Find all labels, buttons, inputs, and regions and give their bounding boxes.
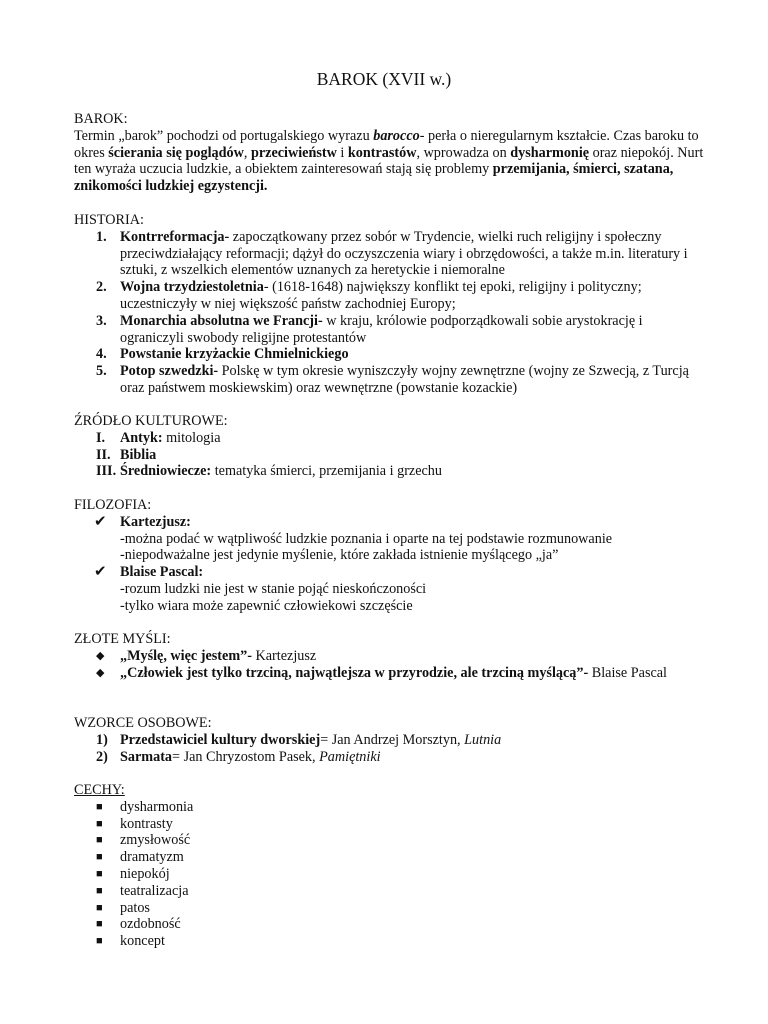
check-icon: ✔ <box>94 564 107 581</box>
philosophy-point: -niepodważalne jest jedynie myślenie, które zakłada istnienie myślącego „ja” <box>120 547 559 564</box>
historia-list <box>74 229 704 397</box>
list-item: ■ dysharmonia <box>96 798 194 815</box>
list-item: 2. Wojna trzydziestoletnia- (1618-1648) największy konflikt tej epoki, religijny i polityczny; uczestniczyły w niej większość państw zachodniej Europy; <box>96 279 642 312</box>
list-item: ✔ Blaise Pascal: <box>94 564 204 581</box>
philosophy-point: -rozum ludzki nie jest w stanie pojąć nieskończoności <box>120 580 427 597</box>
page-title: BAROK (XVII w.) <box>316 69 452 89</box>
list-item: 1) Przedstawiciel kultury dworskiej= Jan Andrzej Morsztyn, Lutnia <box>96 731 502 748</box>
list-item: II. Biblia <box>96 446 157 463</box>
square-bullet-icon: ■ <box>96 935 103 948</box>
list-item: ■ niepokój <box>96 865 170 882</box>
square-bullet-icon: ■ <box>96 901 103 914</box>
section-mysli <box>74 631 704 681</box>
section-heading: FILOZOFIA: <box>74 497 152 513</box>
list-item: III. Średniowiecze: tematyka śmierci, przemijania i grzechu <box>96 463 442 480</box>
philosophy-point: -można podać w wątpliwość ludzkie poznania i oparte na tej podstawie rozmunowanie <box>120 530 613 547</box>
list-item: ◆ „Myślę, więc jestem”- Kartezjusz <box>96 647 317 664</box>
list-item: ■ zmysłowość <box>96 832 191 849</box>
section-heading: WZORCE OSOBOWE: <box>74 715 212 731</box>
philosophy-point: -tylko wiara może zapewnić człowiekowi szczęście <box>120 597 413 614</box>
list-item: ■ koncept <box>96 933 165 950</box>
square-bullet-icon: ■ <box>96 867 103 880</box>
list-item: 4. Powstanie krzyżackie Chmielnickiego <box>96 346 349 363</box>
list-item: I. Antyk: mitologia <box>96 429 221 446</box>
section-wzorce <box>74 715 704 765</box>
section-heading: ZŁOTE MYŚLI: <box>74 631 171 647</box>
list-item: ■ patos <box>96 899 150 916</box>
list-item: ■ dramatyzm <box>96 849 184 866</box>
list-item: 5. Potop szwedzki- Polskę w tym okresie wyniszczyły wojny zewnętrzne (wojny ze Szwecją, z Turcją oraz państwem moskiewskim) oraz wewnętrzne (powstanie kozackie) <box>96 363 689 396</box>
section-heading: CECHY: <box>74 782 125 798</box>
section-cechy <box>74 782 704 950</box>
square-bullet-icon: ■ <box>96 884 103 897</box>
check-icon: ✔ <box>94 513 107 530</box>
square-bullet-icon: ■ <box>96 834 103 847</box>
square-bullet-icon: ■ <box>96 918 103 931</box>
list-item: ■ ozdobność <box>96 916 181 933</box>
list-item: ◆ „Człowiek jest tylko trzciną, najwątlejsza w przyrodzie, ale trzciną myślącą”- Blaise Pascal <box>96 664 668 681</box>
list-item: ✔ Kartezjusz: <box>94 513 191 530</box>
list-item: ■ teatralizacja <box>96 882 189 899</box>
diamond-bullet-icon: ◆ <box>96 649 105 662</box>
list-item: 3. Monarchia absolutna we Francji- w kraju, królowie podporządkowali sobie arystokrację i ograniczyli swobody religijne protestantów <box>96 312 643 346</box>
section-historia <box>74 212 704 397</box>
square-bullet-icon: ■ <box>96 800 103 813</box>
section-zrodlo <box>74 413 704 480</box>
section-heading: ŹRÓDŁO KULTUROWE: <box>74 413 228 429</box>
square-bullet-icon: ■ <box>96 851 103 864</box>
barok-paragraph: Termin „barok” pochodzi od portugalskiego wyrazu barocco- perła o nieregularnym kształcie. Czas baroku to okres ścierania się poglądów, przeciwieństw i kontrastów, wprowadza on dysharmonię oraz niepokój. Nurt ten wyraża uczucia ludzkie, a obiektem zainteresowań stają się problemy przemijania, śmierci, szatana, znikomości ludzkiej egzystencji. <box>74 127 704 195</box>
list-item: ■ kontrasty <box>96 815 173 832</box>
section-filozofia <box>74 497 704 615</box>
section-heading: BAROK: <box>74 111 128 127</box>
list-item: 1. Kontrreformacja- zapoczątkowany przez sobór w Trydencie, wielki ruch religijny i społeczny przeciwdziałający reformacji; dążył do oczyszczenia wiary i obrzędowości, a także m.in. literatury i sztuki, z wszelkich elementów uznanych za heretyckie i niemoralne <box>96 228 688 279</box>
section-heading: HISTORIA: <box>74 212 144 228</box>
square-bullet-icon: ■ <box>96 817 103 830</box>
diamond-bullet-icon: ◆ <box>96 666 105 679</box>
list-item: 2) Sarmata= Jan Chryzostom Pasek, Pamiętniki <box>96 748 381 765</box>
section-barok <box>74 111 704 195</box>
